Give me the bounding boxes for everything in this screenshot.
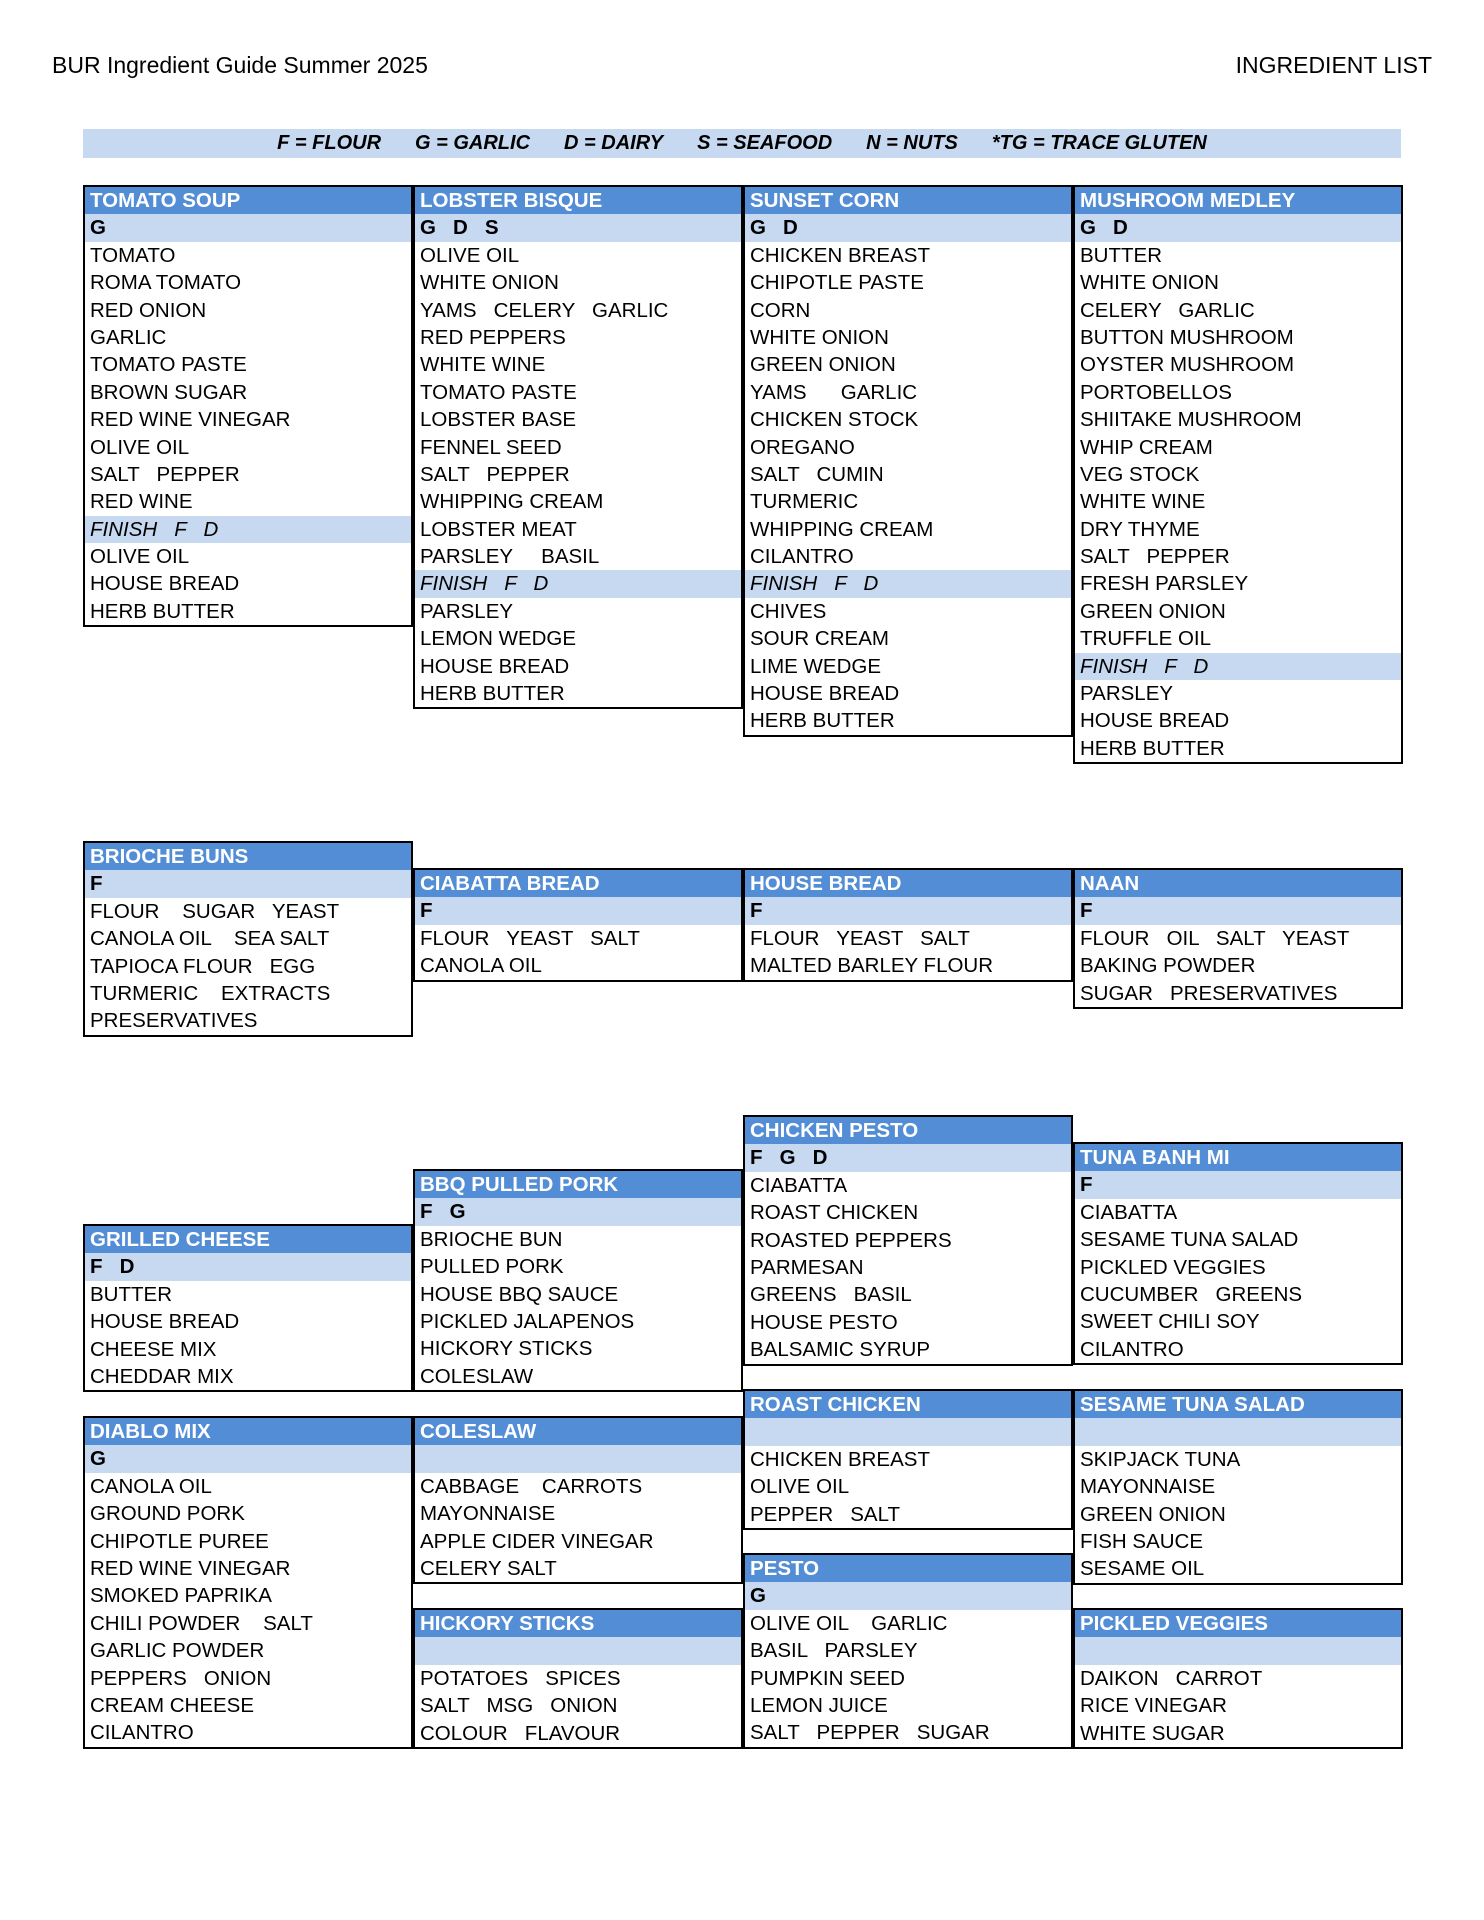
recipe-title: ROAST CHICKEN bbox=[745, 1391, 1071, 1418]
ingredient-item: PICKLED VEGGIES bbox=[1080, 1255, 1266, 1279]
ingredient-item: VEG STOCK bbox=[1080, 462, 1200, 486]
ingredient-item: TURMERIC EXTRACTS bbox=[90, 981, 331, 1005]
finish-item: SOUR CREAM bbox=[750, 627, 889, 651]
recipe-house-bread bbox=[743, 868, 1073, 982]
ingredient-item: SESAME OIL bbox=[1080, 1557, 1205, 1581]
ingredient-item: PARMESAN bbox=[750, 1255, 864, 1279]
ingredient-item: SHIITAKE MUSHROOM bbox=[1080, 408, 1302, 432]
recipe-title: TOMATO SOUP bbox=[85, 187, 411, 214]
allergen-tags: G D bbox=[745, 214, 1071, 241]
finish-item: LIME WEDGE bbox=[750, 654, 881, 678]
allergen-tags: G D bbox=[1075, 214, 1401, 241]
recipe-title: NAAN bbox=[1075, 870, 1401, 897]
ingredient-item: GREENS BASIL bbox=[750, 1283, 912, 1307]
ingredient-item: GARLIC POWDER bbox=[90, 1639, 265, 1663]
ingredient-item: CUCUMBER GREENS bbox=[1080, 1282, 1303, 1306]
recipe-title: GRILLED CHEESE bbox=[85, 1226, 411, 1253]
allergen-tags: G D S bbox=[415, 214, 741, 241]
ingredient-item: CHIPOTLE PUREE bbox=[90, 1529, 269, 1553]
recipe-title: COLESLAW bbox=[415, 1418, 741, 1445]
ingredient-item: ROASTED PEPPERS bbox=[750, 1228, 952, 1252]
recipe-tuna-banh-mi bbox=[1073, 1142, 1403, 1365]
finish-item: HERB BUTTER bbox=[750, 709, 895, 733]
ingredient-item: YAMS GARLIC bbox=[750, 380, 918, 404]
recipe-bbq-pulled-pork bbox=[413, 1169, 743, 1392]
ingredient-item: SALT PEPPER bbox=[1080, 545, 1230, 569]
ingredient-item: HOUSE BBQ SAUCE bbox=[420, 1282, 619, 1306]
recipe-title: PICKLED VEGGIES bbox=[1075, 1610, 1401, 1637]
allergen-tags: F bbox=[1075, 897, 1401, 924]
ingredient-item: CORN bbox=[750, 298, 811, 322]
recipe-sunset-corn bbox=[743, 185, 1073, 737]
allergen-tags bbox=[415, 1637, 741, 1664]
recipe-title: TUNA BANH MI bbox=[1075, 1144, 1401, 1171]
allergen-tags: G bbox=[745, 1582, 1071, 1609]
legend-dairy: D = DAIRY bbox=[564, 132, 664, 154]
ingredient-item: FLOUR OIL SALT YEAST bbox=[1080, 926, 1350, 950]
ingredient-item: CANOLA OIL bbox=[420, 954, 542, 978]
recipe-naan bbox=[1073, 868, 1403, 1009]
recipe-coleslaw bbox=[413, 1416, 743, 1584]
ingredient-item: OREGANO bbox=[750, 435, 855, 459]
ingredient-item: MAYONNAISE bbox=[1080, 1475, 1216, 1499]
legend-garlic: G = GARLIC bbox=[415, 132, 531, 154]
ingredient-item: SUGAR PRESERVATIVES bbox=[1080, 981, 1338, 1005]
ingredient-item: ROAST CHICKEN bbox=[750, 1201, 919, 1225]
ingredient-item: LOBSTER BASE bbox=[420, 408, 577, 432]
ingredient-item: COLESLAW bbox=[420, 1364, 534, 1388]
ingredient-item: PICKLED JALAPENOS bbox=[420, 1309, 635, 1333]
ingredient-item: LEMON JUICE bbox=[750, 1693, 888, 1717]
ingredient-item: PEPPERS ONION bbox=[90, 1666, 272, 1690]
ingredient-item: DAIKON CARROT bbox=[1080, 1666, 1263, 1690]
recipe-title: MUSHROOM MEDLEY bbox=[1075, 187, 1401, 214]
ingredient-item: SMOKED PAPRIKA bbox=[90, 1584, 272, 1608]
ingredient-item: COLOUR FLAVOUR bbox=[420, 1721, 621, 1745]
ingredient-item: TRUFFLE OIL bbox=[1080, 627, 1211, 651]
recipe-title: SESAME TUNA SALAD bbox=[1075, 1391, 1401, 1418]
ingredient-item: RED PEPPERS bbox=[420, 325, 566, 349]
ingredient-item: RED WINE VINEGAR bbox=[90, 1556, 291, 1580]
allergen-tags bbox=[745, 1418, 1071, 1445]
ingredient-item: FLOUR SUGAR YEAST bbox=[90, 899, 340, 923]
ingredient-item: FISH SAUCE bbox=[1080, 1529, 1204, 1553]
recipe-brioche-buns bbox=[83, 841, 413, 1037]
recipe-sesame-tuna-salad bbox=[1073, 1389, 1403, 1585]
recipe-grilled-cheese bbox=[83, 1224, 413, 1392]
allergen-tags bbox=[415, 1445, 741, 1472]
allergen-tags: F G D bbox=[745, 1144, 1071, 1171]
allergen-legend bbox=[83, 129, 1401, 158]
ingredient-item: SALT PEPPER bbox=[420, 462, 570, 486]
ingredient-item: TAPIOCA FLOUR EGG bbox=[90, 954, 316, 978]
recipe-title: PESTO bbox=[745, 1555, 1071, 1582]
allergen-tags bbox=[1075, 1637, 1401, 1664]
ingredient-item: POTATOES SPICES bbox=[420, 1666, 621, 1690]
ingredient-item: MAYONNAISE bbox=[420, 1502, 556, 1526]
recipe-hickory-sticks bbox=[413, 1608, 743, 1749]
ingredient-item: FRESH PARSLEY bbox=[1080, 572, 1249, 596]
ingredient-item: PULLED PORK bbox=[420, 1255, 564, 1279]
recipe-title: DIABLO MIX bbox=[85, 1418, 411, 1445]
ingredient-item: CHICKEN STOCK bbox=[750, 408, 919, 432]
recipe-ciabatta-bread bbox=[413, 868, 743, 982]
ingredient-item: PUMPKIN SEED bbox=[750, 1666, 905, 1690]
ingredient-item: GREEN ONION bbox=[1080, 1502, 1226, 1526]
ingredient-item: HOUSE PESTO bbox=[750, 1310, 898, 1334]
ingredient-item: TOMATO PASTE bbox=[90, 353, 247, 377]
ingredient-item: GREEN ONION bbox=[750, 353, 896, 377]
ingredient-item: OLIVE OIL bbox=[420, 243, 520, 267]
ingredient-item: YAMS CELERY GARLIC bbox=[420, 298, 669, 322]
ingredient-item: CHILI POWDER SALT bbox=[90, 1611, 313, 1635]
ingredient-item: CANOLA OIL bbox=[90, 1474, 212, 1498]
ingredient-item: BROWN SUGAR bbox=[90, 380, 248, 404]
ingredient-item: WHIPPING CREAM bbox=[420, 490, 604, 514]
recipe-title: SUNSET CORN bbox=[745, 187, 1071, 214]
allergen-tags: F bbox=[745, 897, 1071, 924]
finish-item: OLIVE OIL bbox=[90, 545, 190, 569]
ingredient-item: FENNEL SEED bbox=[420, 435, 562, 459]
ingredient-item: RED ONION bbox=[90, 298, 207, 322]
ingredient-item: WHITE ONION bbox=[750, 325, 889, 349]
ingredient-item: ROMA TOMATO bbox=[90, 271, 242, 295]
recipe-lobster-bisque bbox=[413, 185, 743, 709]
ingredient-item: OYSTER MUSHROOM bbox=[1080, 353, 1295, 377]
ingredient-item: GROUND PORK bbox=[90, 1502, 245, 1526]
ingredient-item: PARSLEY BASIL bbox=[420, 545, 600, 569]
finish-item: HERB BUTTER bbox=[1080, 736, 1225, 760]
finish-row: FINISH F D bbox=[85, 516, 411, 543]
ingredient-item: WHITE ONION bbox=[420, 271, 559, 295]
allergen-tags: F bbox=[415, 897, 741, 924]
document-title: BUR Ingredient Guide Summer 2025 bbox=[52, 52, 428, 78]
ingredient-item: BAKING POWDER bbox=[1080, 954, 1256, 978]
ingredient-item: CELERY SALT bbox=[420, 1556, 557, 1580]
ingredient-item: RICE VINEGAR bbox=[1080, 1694, 1227, 1718]
legend-seafood: S = SEAFOOD bbox=[697, 132, 833, 154]
ingredient-item: WHITE WINE bbox=[420, 353, 546, 377]
ingredient-item: TURMERIC bbox=[750, 490, 859, 514]
finish-item: HOUSE BREAD bbox=[420, 654, 570, 678]
recipe-title: LOBSTER BISQUE bbox=[415, 187, 741, 214]
allergen-tags bbox=[1075, 1418, 1401, 1445]
finish-item: HERB BUTTER bbox=[90, 599, 235, 623]
ingredient-item: OLIVE OIL bbox=[90, 435, 190, 459]
ingredient-item: BUTTER bbox=[90, 1282, 172, 1306]
finish-row: FINISH F D bbox=[1075, 653, 1401, 680]
ingredient-item: LOBSTER MEAT bbox=[420, 517, 577, 541]
ingredient-item: CELERY GARLIC bbox=[1080, 298, 1255, 322]
legend-trace-gluten: *TG = TRACE GLUTEN bbox=[991, 132, 1207, 154]
ingredient-item: BASIL PARSLEY bbox=[750, 1639, 918, 1663]
recipe-chicken-pesto bbox=[743, 1115, 1073, 1366]
ingredient-item: PORTOBELLOS bbox=[1080, 380, 1232, 404]
finish-row: FINISH F D bbox=[415, 570, 741, 597]
ingredient-item: OLIVE OIL GARLIC bbox=[750, 1611, 948, 1635]
ingredient-item: WHITE WINE bbox=[1080, 490, 1206, 514]
finish-row: FINISH F D bbox=[745, 570, 1071, 597]
ingredient-item: CIABATTA bbox=[750, 1173, 848, 1197]
ingredient-item: RED WINE bbox=[90, 490, 193, 514]
finish-item: PARSLEY bbox=[1080, 682, 1174, 706]
finish-item: HOUSE BREAD bbox=[90, 572, 240, 596]
ingredient-item: GARLIC bbox=[90, 325, 167, 349]
finish-item: HOUSE BREAD bbox=[1080, 709, 1230, 733]
ingredient-item: PRESERVATIVES bbox=[90, 1009, 258, 1033]
ingredient-item: SALT CUMIN bbox=[750, 462, 884, 486]
ingredient-item: FLOUR YEAST SALT bbox=[750, 926, 970, 950]
ingredient-item: CANOLA OIL SEA SALT bbox=[90, 927, 330, 951]
ingredient-item: WHIP CREAM bbox=[1080, 435, 1213, 459]
ingredient-item: HOUSE BREAD bbox=[90, 1310, 240, 1334]
recipe-title: CIABATTA BREAD bbox=[415, 870, 741, 897]
ingredient-item: SALT PEPPER SUGAR bbox=[750, 1721, 990, 1745]
ingredient-item: BALSAMIC SYRUP bbox=[750, 1338, 930, 1362]
ingredient-item: MALTED BARLEY FLOUR bbox=[750, 954, 994, 978]
ingredient-item: WHITE ONION bbox=[1080, 271, 1219, 295]
allergen-tags: F bbox=[1075, 1171, 1401, 1198]
finish-item: HERB BUTTER bbox=[420, 682, 565, 706]
finish-item: CHIVES bbox=[750, 599, 827, 623]
ingredient-item: BRIOCHE BUN bbox=[420, 1227, 563, 1251]
ingredient-item: CHICKEN BREAST bbox=[750, 1447, 930, 1471]
allergen-tags: G bbox=[85, 1445, 411, 1472]
recipe-title: BRIOCHE BUNS bbox=[85, 843, 411, 870]
ingredient-item: PEPPER SALT bbox=[750, 1502, 901, 1526]
ingredient-item: CILANTRO bbox=[750, 545, 854, 569]
recipe-title: CHICKEN PESTO bbox=[745, 1117, 1071, 1144]
ingredient-item: BUTTER bbox=[1080, 243, 1162, 267]
ingredient-item: GREEN ONION bbox=[1080, 599, 1226, 623]
ingredient-item: WHIPPING CREAM bbox=[750, 517, 934, 541]
allergen-tags: G bbox=[85, 214, 411, 241]
finish-item: HOUSE BREAD bbox=[750, 682, 900, 706]
legend-nuts: N = NUTS bbox=[866, 132, 958, 154]
document-type-label: INGREDIENT LIST bbox=[1235, 52, 1432, 78]
ingredient-item: CABBAGE CARROTS bbox=[420, 1474, 643, 1498]
recipe-pickled-veggies bbox=[1073, 1608, 1403, 1749]
allergen-tags: F G bbox=[415, 1198, 741, 1225]
recipe-roast-chicken bbox=[743, 1389, 1073, 1530]
allergen-tags: F D bbox=[85, 1253, 411, 1280]
allergen-tags: F bbox=[85, 870, 411, 897]
ingredient-item: CREAM CHEESE bbox=[90, 1693, 255, 1717]
ingredient-item: SKIPJACK TUNA bbox=[1080, 1447, 1241, 1471]
recipe-title: BBQ PULLED PORK bbox=[415, 1171, 741, 1198]
ingredient-item: SESAME TUNA SALAD bbox=[1080, 1228, 1299, 1252]
ingredient-item: RED WINE VINEGAR bbox=[90, 408, 291, 432]
ingredient-item: CIABATTA bbox=[1080, 1200, 1178, 1224]
ingredient-item: WHITE SUGAR bbox=[1080, 1721, 1225, 1745]
recipe-mushroom-medley bbox=[1073, 185, 1403, 764]
legend-flour: F = FLOUR bbox=[277, 132, 382, 154]
ingredient-item: CILANTRO bbox=[90, 1721, 194, 1745]
recipe-title: HICKORY STICKS bbox=[415, 1610, 741, 1637]
ingredient-item: APPLE CIDER VINEGAR bbox=[420, 1529, 654, 1553]
ingredient-item: CHICKEN BREAST bbox=[750, 243, 930, 267]
ingredient-item: SALT PEPPER bbox=[90, 462, 240, 486]
ingredient-item: FLOUR YEAST SALT bbox=[420, 926, 640, 950]
ingredient-item: TOMATO bbox=[90, 243, 176, 267]
ingredient-item: SALT MSG ONION bbox=[420, 1694, 618, 1718]
ingredient-item: CHIPOTLE PASTE bbox=[750, 271, 924, 295]
ingredient-item: CHEDDAR MIX bbox=[90, 1364, 234, 1388]
finish-item: LEMON WEDGE bbox=[420, 627, 577, 651]
ingredient-item: HICKORY STICKS bbox=[420, 1337, 593, 1361]
ingredient-item: OLIVE OIL bbox=[750, 1475, 850, 1499]
ingredient-item: SWEET CHILI SOY bbox=[1080, 1310, 1260, 1334]
recipe-diablo-mix bbox=[83, 1416, 413, 1749]
recipe-tomato-soup bbox=[83, 185, 413, 627]
finish-item: PARSLEY bbox=[420, 599, 514, 623]
recipe-title: HOUSE BREAD bbox=[745, 870, 1071, 897]
recipe-pesto bbox=[743, 1553, 1073, 1749]
ingredient-item: CHEESE MIX bbox=[90, 1337, 217, 1361]
ingredient-item: TOMATO PASTE bbox=[420, 380, 577, 404]
ingredient-item: BUTTON MUSHROOM bbox=[1080, 325, 1294, 349]
ingredient-item: CILANTRO bbox=[1080, 1337, 1184, 1361]
ingredient-item: DRY THYME bbox=[1080, 517, 1200, 541]
